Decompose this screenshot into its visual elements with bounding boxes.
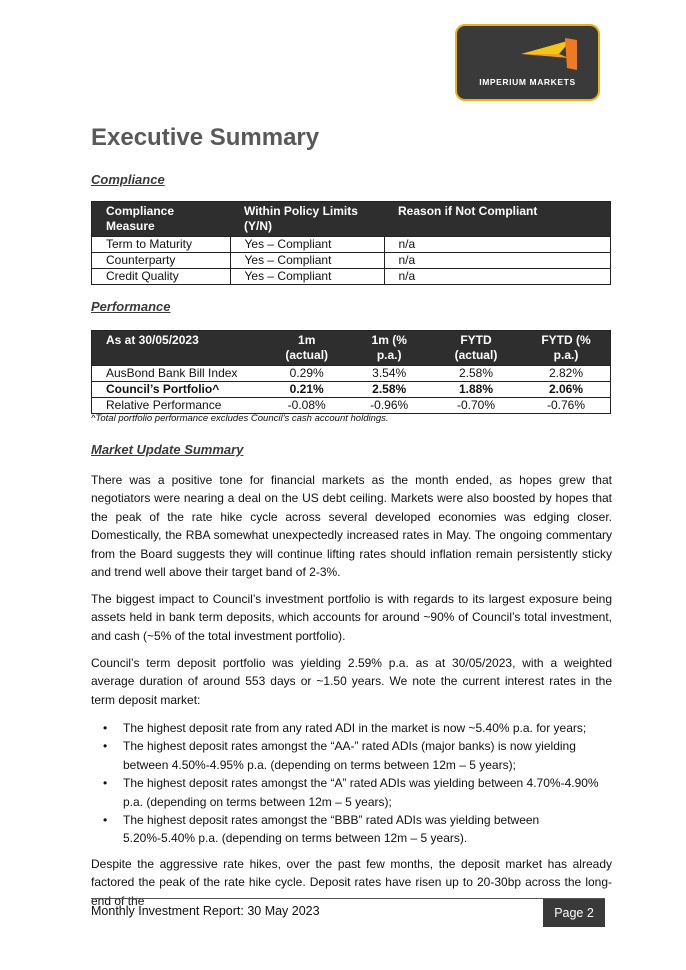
table-cell: 3.54% [348,366,430,382]
table-cell: n/a [384,237,611,253]
performance-table [91,330,611,414]
footer-text: Monthly Investment Report: 30 May 2023 [91,904,320,918]
table-cell: 2.58% [430,366,522,382]
table-cell: 2.06% [522,382,611,398]
table-row [92,398,611,414]
market-update-heading: Market Update Summary [91,442,244,457]
list-item: • The highest deposit rate from any rated ADI in the market is now ~5.40% p.a. for years; [91,719,612,737]
footer-divider [91,898,605,899]
market-paragraph-2: The biggest impact to Council’s investment portfolio is with regards to its largest exposure being assets held in bank term deposits, which accounts for around ~90% of Council’s total investment, and cash (~5% of the total investment portfolio). [91,592,612,643]
table-cell: Relative Performance [92,398,266,414]
list-item: • The highest deposit rates amongst the “A” rated ADIs was yielding between 4.70%-4.90% p.a. (depending on terms between 12m – 5 years); [91,774,612,811]
table-cell: -0.76% [522,398,611,414]
table-cell: Credit Quality [92,269,231,285]
performance-heading: Performance [91,299,171,314]
table-cell: Term to Maturity [92,237,231,253]
table-cell: AusBond Bank Bill Index [92,366,266,382]
column-header: FYTD (% p.a.) [522,331,611,366]
table-row [92,237,611,253]
table-cell: Counterparty [92,253,231,269]
table-cell: 1.88% [430,382,522,398]
table-cell: 2.82% [522,366,611,382]
column-header: Within Policy Limits (Y/N) [230,202,384,237]
logo-text: IMPERIUM MARKETS [479,77,576,87]
imperium-markets-logo [455,24,600,101]
column-header: 1m (actual) [265,331,348,366]
table-cell: -0.96% [348,398,430,414]
column-header: Reason if Not Compliant [384,202,611,237]
table-header-row [92,331,611,366]
table-cell: 2.58% [348,382,430,398]
column-header: As at 30/05/2023 [92,331,266,366]
column-header: FYTD (actual) [430,331,522,366]
table-cell: n/a [384,253,611,269]
table-cell: Yes – Compliant [230,237,384,253]
market-paragraph-3: Council’s term deposit portfolio was yielding 2.59% p.a. as at 30/05/2023, with a weighted average duration of around 553 days or ~1.50 years. We note the current interest rates in the term deposit market: [91,656,612,707]
table-cell: 0.21% [265,382,348,398]
compliance-heading: Compliance [91,172,165,187]
page-title: Executive Summary [91,124,320,151]
table-cell: Yes – Compliant [230,253,384,269]
table-cell: -0.08% [265,398,348,414]
table-cell: Yes – Compliant [230,269,384,285]
table-row [92,382,611,398]
table-cell: 0.29% [265,366,348,382]
logo-arrow-icon [519,36,581,72]
list-item: • The highest deposit rates amongst the “AA-” rated ADIs (major banks) is now yielding between 4.50%-4.95% p.a. (depending on terms between 12m – 5 years); [91,737,612,774]
table-header-row [92,202,611,237]
table-row [92,253,611,269]
page-number: Page 2 [543,899,605,927]
column-header: Compliance Measure [92,202,231,237]
table-cell: Council’s Portfolio^ [92,382,266,398]
market-paragraph-4: Despite the aggressive rate hikes, over the past few months, the deposit market has already factored the peak of the rate hike cycle. Deposit rates have risen up to 20-30bp across the long-end of the [91,857,612,908]
deposit-rates-list [91,719,612,848]
table-cell: -0.70% [430,398,522,414]
performance-note: ^Total portfolio performance excludes Council’s cash account holdings. [91,413,389,424]
table-cell: n/a [384,269,611,285]
market-paragraph-1: There was a positive tone for financial markets as the month ended, as hopes grew that negotiators were nearing a deal on the US debt ceiling. Markets were also boosted by hopes that the peak of the rate hike cycle across several developed economies was edging closer. Domestically, the RBA somewhat unexpectedly increased rates in May. The ongoing commentary from the Board suggests they will continue lifting rates should inflation remain persistently sticky and trend well above their target band of 2-3%. [91,473,612,580]
table-row [92,366,611,382]
column-header: 1m (% p.a.) [348,331,430,366]
compliance-table [91,201,611,285]
table-row [92,269,611,285]
list-item: • The highest deposit rates amongst the “BBB” rated ADIs was yielding between 5.20%-5.40% p.a. (depending on terms between 12m – 5 years). [91,811,612,848]
